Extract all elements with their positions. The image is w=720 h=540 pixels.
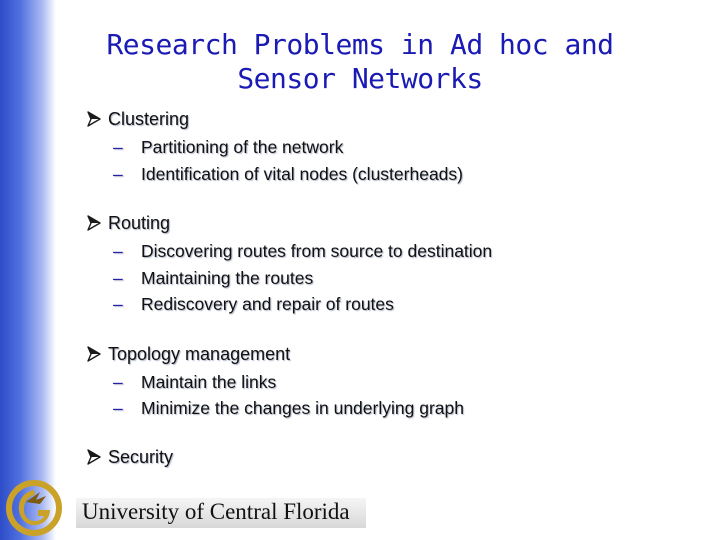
sub-label: Discovering routes from source to destination [141,241,493,261]
sub-label: Maintain the links [141,371,277,392]
sub-item [86,369,706,396]
arrow-bullet-icon [86,346,102,362]
arrow-bullet-icon [86,215,102,231]
sub-label: Rediscovery and repair of routes [141,294,394,314]
sub-list [86,369,706,422]
bullet-item [86,108,706,130]
footer [0,478,720,540]
dash-marker: – [113,294,123,314]
sub-item [86,395,706,422]
dash-marker: – [113,137,123,157]
bullet-label: Topology management [108,343,291,364]
sub-item [86,291,706,318]
sub-list [86,134,706,187]
ucf-pegasus-logo [6,480,62,536]
bullet-item [86,212,706,234]
title-line-2: Sensor Networks [237,62,483,95]
bullet-group-topology [86,343,706,422]
slide-content [86,108,706,493]
left-accent-bar [0,0,56,540]
arrow-bullet-icon [86,111,102,127]
bullet-label: Security [108,446,174,467]
dash-marker: – [113,241,123,261]
bullet-label: Routing [108,213,171,233]
bullet-group-security [86,446,706,468]
sub-list [86,238,706,318]
university-name: University of Central Florida [76,498,366,528]
bullet-group-clustering [86,108,706,187]
bullet-group-routing [86,212,706,318]
slide-title [70,28,650,96]
arrow-bullet-icon [86,449,102,465]
sub-item [86,238,706,265]
dash-marker: – [113,163,123,184]
sub-label: Identification of vital nodes (clusterheads) [141,163,463,184]
dash-marker: – [113,267,123,288]
bullet-item [86,343,706,365]
sub-item [86,265,706,292]
sub-label: Minimize the changes in underlying graph [141,398,464,418]
title-line-1: Research Problems in Ad hoc and [106,28,614,61]
sub-item [86,161,706,188]
bullet-item [86,446,706,468]
sub-label: Partitioning of the network [141,137,344,157]
sub-item [86,134,706,161]
bullet-label: Clustering [108,109,190,129]
dash-marker: – [113,398,123,418]
dash-marker: – [113,371,123,392]
sub-label: Maintaining the routes [141,267,314,288]
